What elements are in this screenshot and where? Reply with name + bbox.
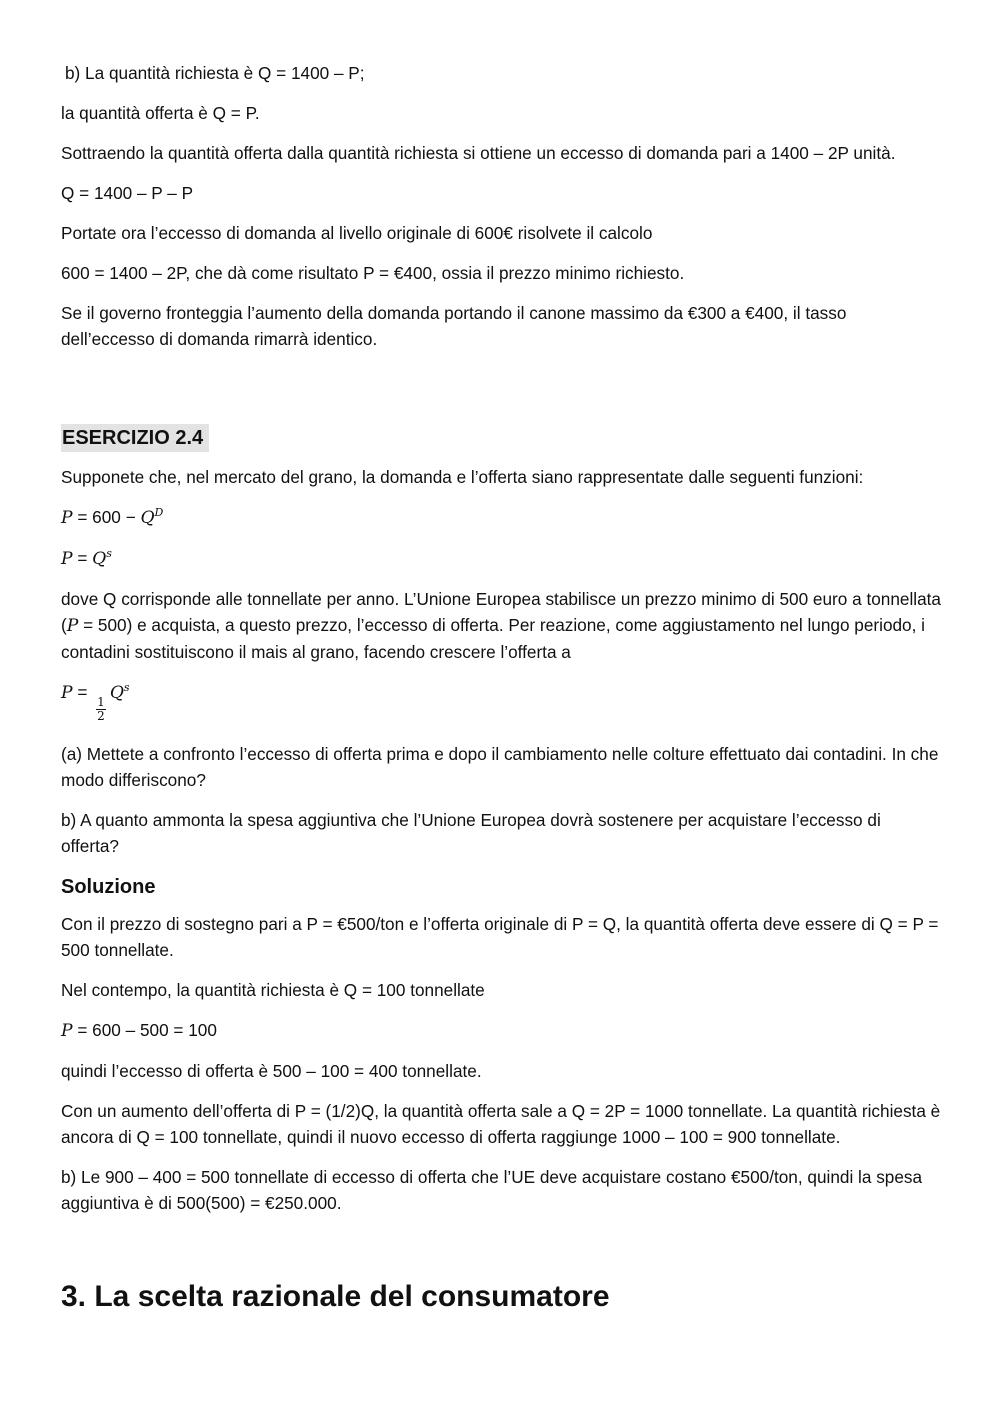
fraction <box>96 696 106 723</box>
eq-superscript: D <box>154 506 164 519</box>
eq-var: P <box>61 683 73 703</box>
eq-text: = 600 – 500 = 100 <box>72 1020 217 1040</box>
eq-superscript: s <box>106 547 112 560</box>
eq-var: Q <box>109 683 124 703</box>
paragraph: Se il governo fronteggia l’aumento della domanda portando il canone massimo da €300 a €400, il tasso dell’eccesso di domanda rimarrà identico. <box>61 303 847 349</box>
solution-paragraph: Nel contempo, la quantità richiesta è Q = 100 tonnellate <box>61 980 485 1000</box>
fraction-denominator: 2 <box>97 709 105 723</box>
paragraph: b) La quantità richiesta è Q = 1400 – P; <box>65 63 365 83</box>
eq-text: = 600 − <box>72 507 141 527</box>
eq-var: P <box>61 549 73 569</box>
paragraph: 600 = 1400 – 2P, che dà come risultato P = €400, ossia il prezzo minimo richiesto. <box>61 263 685 283</box>
exercise-intro: Supponete che, nel mercato del grano, la domanda e l’offerta siano rappresentate dalle seguenti funzioni: <box>61 467 864 487</box>
eq-text: = <box>72 548 93 568</box>
desc-text: dove Q corrisponde alle tonnellate per anno. L’Unione Europea stabilisce un prezzo minimo di 500 euro a tonnellata ( <box>61 589 941 635</box>
exercise-description <box>61 586 941 665</box>
solution-equation <box>61 1017 941 1044</box>
solution-paragraph: b) Le 900 – 400 = 500 tonnellate di eccesso di offerta che l’UE deve acquistare costano €500/ton, quindi la spesa aggiuntiva è di 500(500) = €250.000. <box>61 1167 923 1213</box>
solution-paragraph: Con il prezzo di sostegno pari a P = €500/ton e l’offerta originale di P = Q, la quantità offerta deve essere di Q = P = 500 tonnellate. <box>61 914 939 960</box>
solution-paragraph: Con un aumento dell’offerta di P = (1/2)Q, la quantità offerta sale a Q = 2P = 1000 tonnellate. La quantità richiesta è ancora di Q = 100 tonnellate, quindi il nuovo eccesso di offerta raggiunge 1000 – 100 = 900 tonnellate. <box>61 1101 941 1147</box>
paragraph: Sottraendo la quantità offerta dalla quantità richiesta si ottiene un eccesso di domanda pari a 1400 – 2P unità. <box>61 143 896 163</box>
eq-var: P <box>61 1021 73 1041</box>
question-b: b) A quanto ammonta la spesa aggiuntiva che l’Unione Europea dovrà sostenere per acquistare l’eccesso di offerta? <box>61 810 881 856</box>
exercise-heading: ESERCIZIO 2.4 <box>61 424 209 452</box>
fraction-numerator: 1 <box>97 695 105 709</box>
eq-text: = <box>72 682 93 702</box>
eq-var: P <box>66 616 79 636</box>
eq-superscript: s <box>123 681 130 694</box>
solution-heading: Soluzione <box>61 876 156 898</box>
eq-var: P <box>61 508 73 528</box>
solution-paragraph: quindi l’eccesso di offerta è 500 – 100 = 400 tonnellate. <box>61 1061 482 1081</box>
paragraph: la quantità offerta è Q = P. <box>61 103 260 123</box>
paragraph: Portate ora l’eccesso di domanda al livello originale di 600€ risolvete il calcolo <box>61 223 653 243</box>
eq-var: Q <box>140 508 155 528</box>
eq-var: Q <box>92 549 107 569</box>
question-a: (a) Mettete a confronto l’eccesso di offerta prima e dopo il cambiamento nelle colture effettuato dai contadini. In che modo differiscono? <box>61 744 939 790</box>
new-supply-equation <box>61 679 941 723</box>
demand-equation <box>61 504 941 531</box>
document-page <box>61 60 941 1316</box>
chapter-heading: 3. La scelta razionale del consumatore <box>61 1280 610 1313</box>
desc-text: = 500) e acquista, a questo prezzo, l’eccesso di offerta. Per reazione, come aggiustamento nel lungo periodo, i contadini sostituiscono il mais al grano, facendo crescere l’offerta a <box>61 615 925 662</box>
supply-equation <box>61 545 941 572</box>
equation-line: Q = 1400 – P – P <box>61 183 194 203</box>
